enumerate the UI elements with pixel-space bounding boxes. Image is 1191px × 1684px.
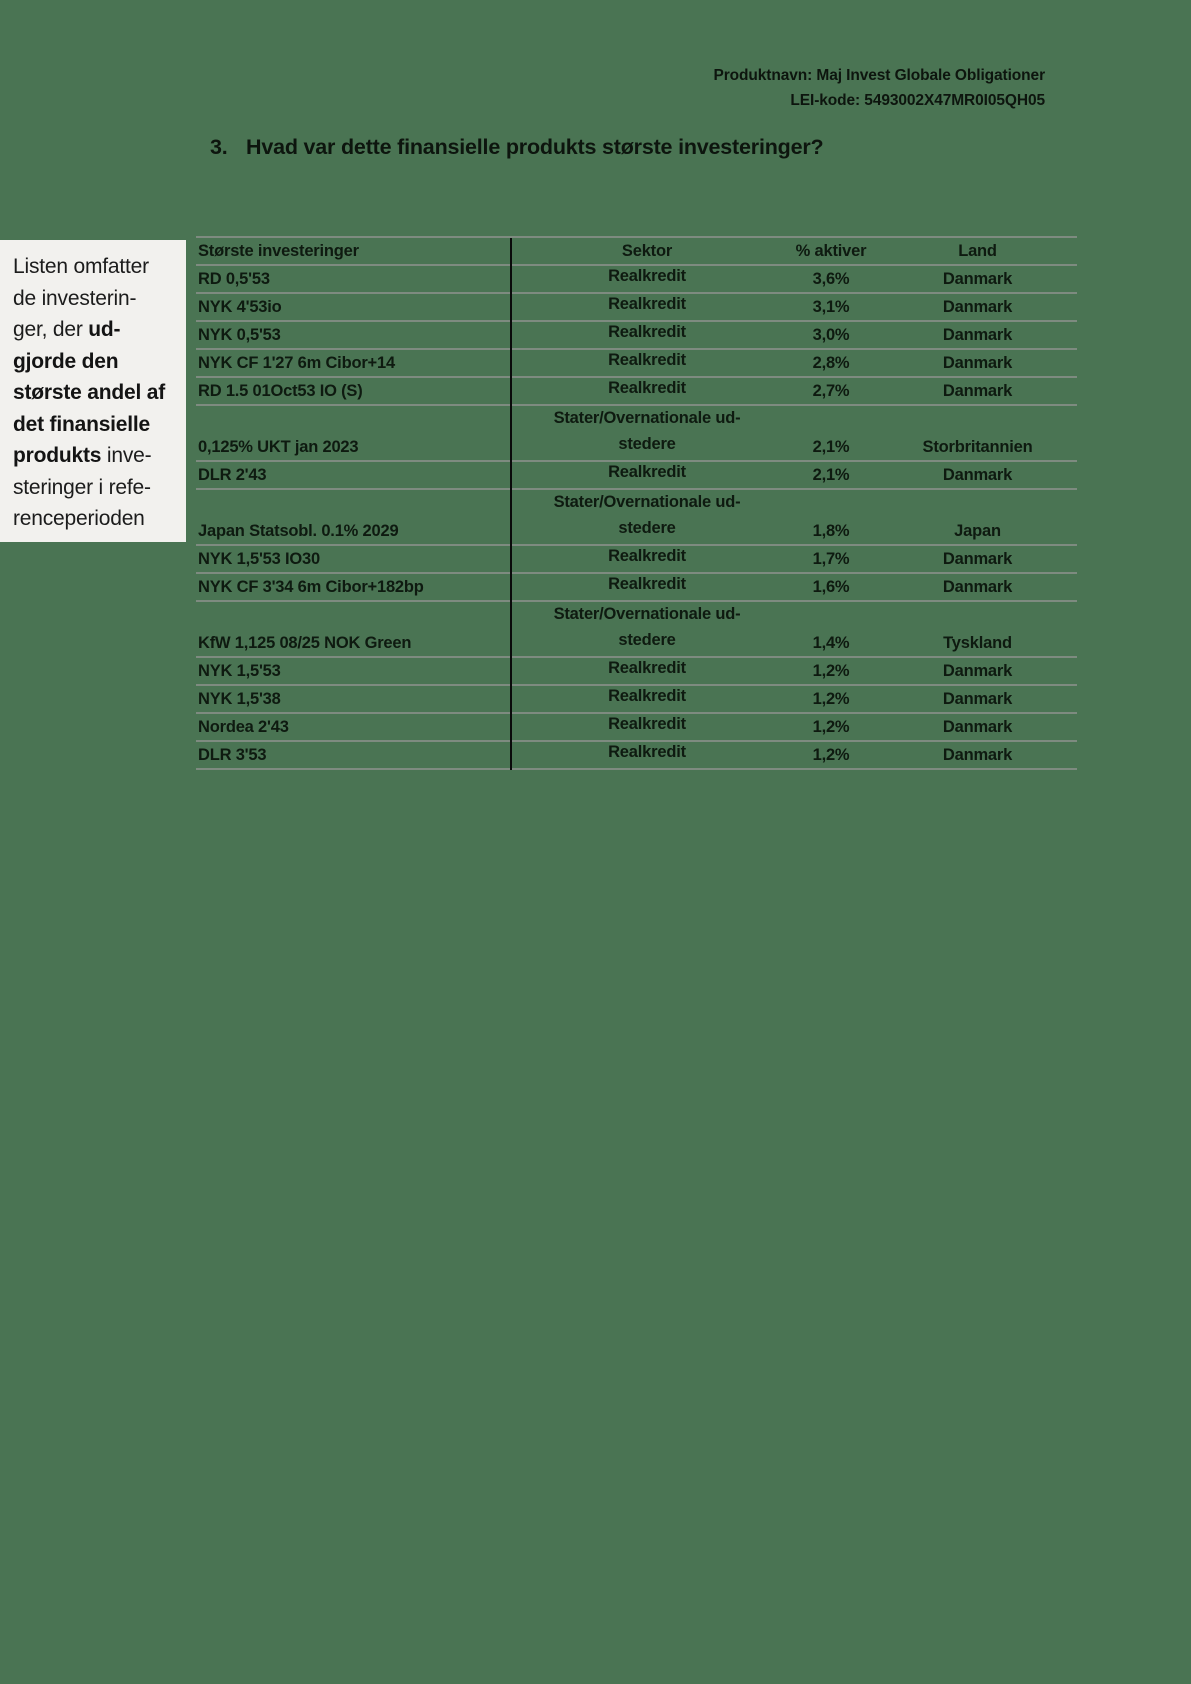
cell-country: Danmark: [942, 746, 1013, 764]
cell-sector: [510, 294, 784, 320]
cell-country: Danmark: [942, 466, 1013, 484]
table-row: [196, 322, 1077, 350]
cell-investment-name: DLR 2'43: [198, 466, 267, 484]
cell-investment-name: NYK 1,5'53: [198, 662, 281, 680]
cell-sector: [510, 406, 784, 460]
sidenote-box: [0, 240, 186, 542]
cell-sector: [510, 378, 784, 404]
cell-investment-name: DLR 3'53: [198, 746, 267, 764]
table-row: [196, 378, 1077, 406]
sector-line: Realkredit: [608, 659, 686, 677]
sidenote-line: gjorde den: [13, 349, 119, 373]
table-row: [196, 350, 1077, 378]
cell-investment-name: RD 0,5'53: [198, 270, 270, 288]
sector-line: Realkredit: [608, 323, 686, 341]
cell-country: Danmark: [942, 270, 1013, 288]
table-row: [196, 742, 1077, 770]
table-row: [196, 658, 1077, 686]
cell-sector: [510, 714, 784, 740]
cell-pct-assets: 3,1%: [812, 298, 850, 316]
cell-pct-assets: 1,8%: [812, 522, 850, 540]
cell-investment-name: Nordea 2'43: [198, 718, 289, 736]
cell-sector: [510, 574, 784, 600]
cell-sector: [510, 266, 784, 292]
cell-investment-name: NYK 1,5'53 IO30: [198, 550, 320, 568]
header-country: Land: [958, 242, 997, 260]
section-heading: [210, 135, 823, 160]
sidenote-line: Listen omfatter: [13, 255, 149, 278]
product-name-label: Produktnavn: Maj Invest Globale Obligationer: [713, 67, 1045, 84]
cell-sector: [510, 462, 784, 488]
cell-sector: [510, 658, 784, 684]
sidenote-line: største andel af: [13, 381, 166, 404]
sector-line: Realkredit: [608, 575, 686, 593]
cell-investment-name: NYK 0,5'53: [198, 326, 281, 344]
table-row: [196, 462, 1077, 490]
cell-investment-name: Japan Statsobl. 0.1% 2029: [198, 522, 399, 540]
cell-investment-name: 0,125% UKT jan 2023: [198, 438, 359, 456]
sidenote-line: ger, der ud-: [13, 318, 121, 341]
sidenote-line: steringer i refe-: [13, 475, 151, 499]
cell-country: Danmark: [942, 326, 1013, 344]
table-row: [196, 574, 1077, 602]
table-row: [196, 714, 1077, 742]
cell-sector: [510, 742, 784, 768]
cell-investment-name: NYK 1,5'38: [198, 690, 281, 708]
sector-line: Realkredit: [608, 715, 686, 733]
cell-country: Danmark: [942, 298, 1013, 316]
sector-line: Realkredit: [608, 379, 686, 397]
table-row: [196, 602, 1077, 658]
cell-pct-assets: 3,0%: [812, 326, 850, 344]
cell-pct-assets: 1,2%: [812, 746, 850, 764]
section-title: Hvad var dette finansielle produkts største investeringer?: [246, 135, 824, 159]
cell-pct-assets: 3,6%: [812, 270, 850, 288]
table-row: [196, 406, 1077, 462]
cell-pct-assets: 2,7%: [812, 382, 850, 400]
sidenote-line: produkts inve-: [13, 444, 152, 467]
cell-pct-assets: 2,1%: [812, 466, 850, 484]
cell-investment-name: RD 1.5 01Oct53 IO (S): [198, 382, 363, 400]
cell-country: Danmark: [942, 354, 1013, 372]
cell-country: Danmark: [942, 718, 1013, 736]
cell-country: Tyskland: [943, 634, 1012, 652]
cell-sector: [510, 322, 784, 348]
cell-country: Japan: [954, 522, 1001, 540]
sector-line: stedere: [618, 435, 676, 453]
table-row: [196, 490, 1077, 546]
cell-sector: [510, 490, 784, 544]
cell-country: Danmark: [942, 578, 1013, 596]
cell-pct-assets: 1,6%: [812, 578, 850, 596]
sector-line: Realkredit: [608, 295, 686, 313]
header-pct-assets: % aktiver: [795, 242, 867, 260]
investments-table: [196, 236, 1077, 770]
cell-country: Danmark: [942, 662, 1013, 680]
cell-investment-name: NYK 4'53io: [198, 298, 282, 316]
section-number: 3.: [210, 135, 228, 159]
header-sector: Sektor: [621, 242, 673, 260]
sidenote-line: de investerin-: [13, 286, 137, 310]
cell-country: Danmark: [942, 382, 1013, 400]
sidenote-line: det finansielle: [13, 412, 151, 436]
sector-line: Realkredit: [608, 267, 686, 285]
cell-pct-assets: 1,2%: [812, 718, 850, 736]
sector-line: Realkredit: [608, 687, 686, 705]
cell-sector: [510, 546, 784, 572]
cell-sector: [510, 350, 784, 376]
sector-line: Realkredit: [608, 743, 686, 761]
cell-pct-assets: 1,4%: [812, 634, 850, 652]
cell-investment-name: NYK CF 1'27 6m Cibor+14: [198, 354, 395, 372]
sector-line: stedere: [618, 631, 676, 649]
document-header: [714, 63, 1045, 113]
cell-pct-assets: 2,1%: [812, 438, 850, 456]
sector-line: stedere: [618, 519, 676, 537]
sector-line: Stater/Overnationale ud-: [553, 409, 741, 427]
sector-line: Realkredit: [608, 547, 686, 565]
cell-pct-assets: 1,2%: [812, 690, 850, 708]
table-column-divider: [510, 238, 512, 770]
table-row: [196, 294, 1077, 322]
cell-country: Danmark: [942, 550, 1013, 568]
cell-pct-assets: 2,8%: [812, 354, 850, 372]
sector-line: Stater/Overnationale ud-: [553, 605, 741, 623]
table-row: [196, 266, 1077, 294]
sector-line: Stater/Overnationale ud-: [553, 493, 741, 511]
cell-sector: [510, 686, 784, 712]
table-row: [196, 686, 1077, 714]
table-header-row: [196, 238, 1077, 266]
sidenote-line: renceperioden: [13, 507, 145, 530]
cell-investment-name: KfW 1,125 08/25 NOK Green: [198, 634, 412, 652]
cell-sector: [510, 602, 784, 656]
cell-pct-assets: 1,7%: [812, 550, 850, 568]
cell-pct-assets: 1,2%: [812, 662, 850, 680]
sector-line: Realkredit: [608, 351, 686, 369]
header-investments: Største investeringer: [198, 242, 359, 260]
sector-line: Realkredit: [608, 463, 686, 481]
table-row: [196, 546, 1077, 574]
lei-code-label: LEI-kode: 5493002X47MR0I05QH05: [790, 92, 1045, 109]
cell-investment-name: NYK CF 3'34 6m Cibor+182bp: [198, 578, 424, 596]
cell-country: Danmark: [942, 690, 1013, 708]
cell-country: Storbritannien: [922, 438, 1033, 456]
